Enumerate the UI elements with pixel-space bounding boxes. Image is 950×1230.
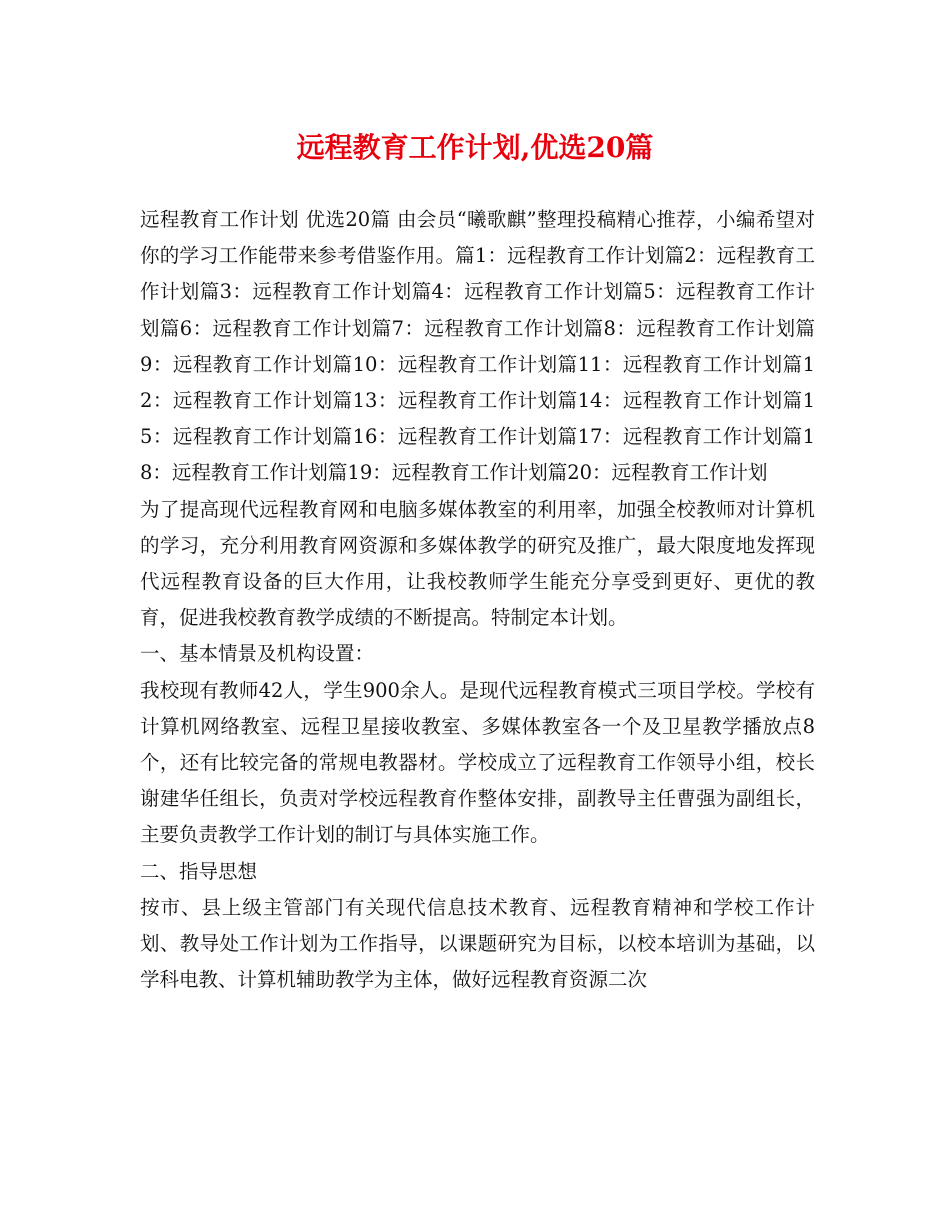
document-body [140,202,815,998]
basic-situation-paragraph: 我校现有教师42人，学生900余人。是现代远程教育模式三项目学校。学校有计算机网络教室、远程卫星接收教室、多媒体教室各一个及卫星教学播放点8个，还有比较完备的常规电教器材。学校成立了远程教育工作领导小组，校长谢建华任组长，负责对学校远程教育作整体安排，副教导主任曹强为副组长，主要负责教学工作计划的制订与具体实施工作。 [140,678,815,847]
guiding-ideology-paragraph: 按市、县上级主管部门有关现代信息技术教育、远程教育精神和学校工作计划、教导处工作计划为工作指导，以课题研究为目标，以校本培训为基础，以学科电教、计算机辅助教学为主体，做好远程教育资源二次 [140,895,815,992]
purpose-paragraph: 为了提高现代远程教育网和电脑多媒体教室的利用率，加强全校教师对计算机的学习，充分利用教育网资源和多媒体教学的研究及推广，最大限度地发挥现代远程教育设备的巨大作用，让我校教师学生能充分享受到更好、更优的教育，促进我校教育教学成绩的不断提高。特制定本计划。 [140,497,815,630]
section-heading-guiding-ideology: 二、指导思想 [140,859,258,883]
document-title: 远程教育工作计划,优选20篇 [296,131,654,164]
section-heading-basic-situation: 一、基本情景及机构设置： [140,642,375,666]
intro-paragraph: 远程教育工作计划 优选20篇 由会员“曦歌麒”整理投稿精心推荐，小编希望对你的学习工作能带来参考借鉴作用。篇1：远程教育工作计划篇2：远程教育工作计划篇3：远程教育工作计划篇4：远程教育工作计划篇5：远程教育工作计划篇6：远程教育工作计划篇7：远程教育工作计划篇8：远程教育工作计划篇9：远程教育工作计划篇10：远程教育工作计划篇11：远程教育工作计划篇12：远程教育工作计划篇13：远程教育工作计划篇14：远程教育工作计划篇15：远程教育工作计划篇16：远程教育工作计划篇17：远程教育工作计划篇18：远程教育工作计划篇19：远程教育工作计划篇20：远程教育工作计划 [140,208,815,485]
